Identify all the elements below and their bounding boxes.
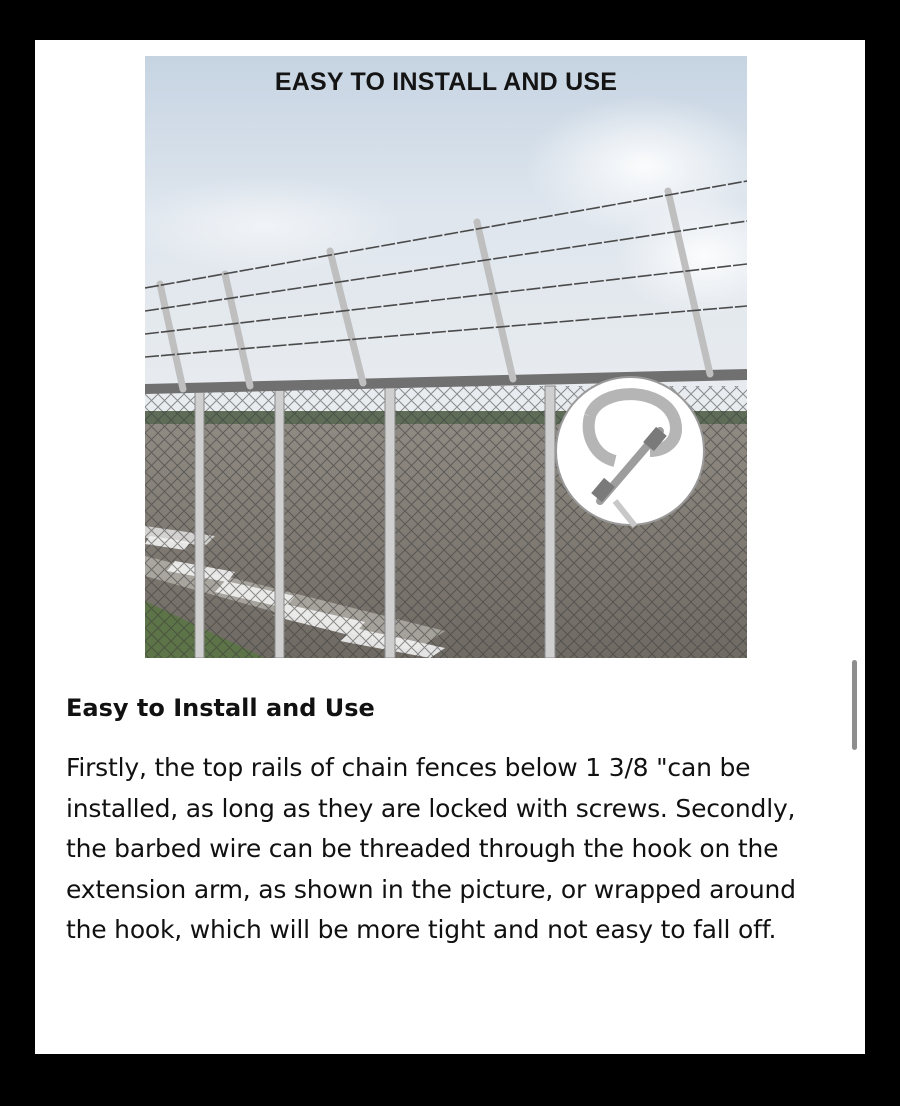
- image-caption: EASY TO INSTALL AND USE: [274, 68, 618, 96]
- product-image[interactable]: [145, 56, 747, 658]
- scrollbar-thumb[interactable]: [852, 660, 857, 750]
- section-title: Easy to Install and Use: [66, 694, 375, 722]
- section-description: Firstly, the top rails of chain fences below 1 3/8 "can be installed, as long as they are locked with screws. Secondly, the barbed wire can be threaded through the hook on the extension arm, as shown in the picture, or wrapped around the hook, which will be more tight and not easy to fall off.: [66, 753, 796, 944]
- barbed-wire-fence-photo: [145, 56, 747, 658]
- clamp-bolt-detail-icon: [556, 377, 704, 526]
- product-description-card: [35, 40, 865, 1054]
